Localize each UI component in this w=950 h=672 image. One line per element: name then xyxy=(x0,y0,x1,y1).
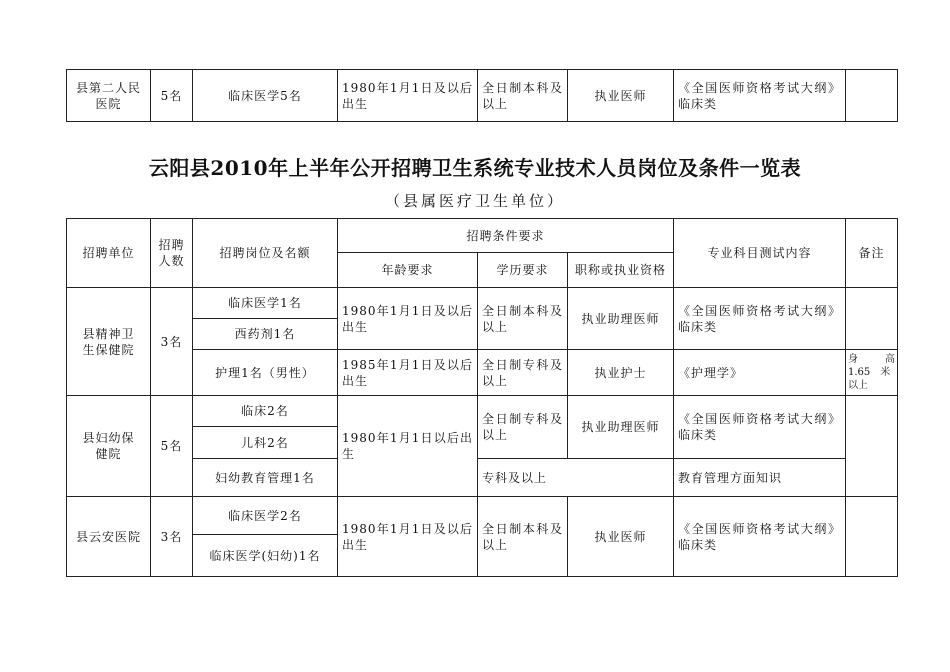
table-row xyxy=(67,497,898,535)
note-text: 以上 xyxy=(848,380,869,391)
count-cell: 5名 xyxy=(151,396,193,497)
header-count: 招聘人数 xyxy=(151,219,193,288)
qualification-cell: 执业护士 xyxy=(568,350,674,396)
table-row xyxy=(67,70,898,122)
education-cell: 全日制专科及以上 xyxy=(478,350,568,396)
position-cell: 西药剂1名 xyxy=(193,319,338,350)
note-cell xyxy=(846,288,898,350)
qualification-cell: 执业助理医师 xyxy=(568,396,674,459)
header-row xyxy=(67,219,898,253)
count-cell: 3名 xyxy=(151,288,193,396)
exam-cell: 《全国医师资格考试大纲》临床类 xyxy=(674,70,846,122)
header-exam: 专业科目测试内容 xyxy=(674,219,846,288)
position-cell: 临床2名 xyxy=(193,396,338,427)
header-education: 学历要求 xyxy=(478,253,568,288)
table-row xyxy=(67,396,898,427)
unit-cell: 县云安医院 xyxy=(67,497,151,577)
header-age: 年龄要求 xyxy=(338,253,478,288)
position-cell: 儿科2名 xyxy=(193,427,338,459)
age-cell: 1980年1月1日及以后出生 xyxy=(338,497,478,577)
count-cell: 5名 xyxy=(151,70,193,122)
position-cell: 临床医学(妇幼)1名 xyxy=(193,535,338,577)
note-text: 高 xyxy=(885,354,896,365)
exam-cell: 《全国医师资格考试大纲》临床类 xyxy=(674,396,846,459)
education-cell: 全日制本科及以上 xyxy=(478,288,568,350)
recruitment-table xyxy=(66,218,898,577)
unit-cell: 县第二人民医院 xyxy=(67,70,151,122)
age-cell: 1980年1月1日以后出生 xyxy=(338,396,478,497)
note-text: 1.65 米 xyxy=(848,367,891,378)
note-cell xyxy=(846,497,898,577)
header-qualification: 职称或执业资格 xyxy=(568,253,674,288)
exam-cell: 《全国医师资格考试大纲》临床类 xyxy=(674,288,846,350)
header-position: 招聘岗位及名额 xyxy=(193,219,338,288)
page-title: 云阳县2010年上半年公开招聘卫生系统专业技术人员岗位及条件一览表 xyxy=(148,156,802,180)
unit-cell: 县妇幼保健院 xyxy=(67,396,151,497)
unit-cell: 县精神卫生保健院 xyxy=(67,288,151,396)
header-unit: 招聘单位 xyxy=(67,219,151,288)
table-row xyxy=(67,288,898,319)
exam-cell: 《护理学》 xyxy=(674,350,846,396)
position-cell: 临床医学2名 xyxy=(193,497,338,535)
header-note: 备注 xyxy=(846,219,898,288)
age-cell: 1985年1月1日及以后出生 xyxy=(338,350,478,396)
exam-cell: 《全国医师资格考试大纲》临床类 xyxy=(674,497,846,577)
position-cell: 护理1名（男性） xyxy=(193,350,338,396)
count-cell: 3名 xyxy=(151,497,193,577)
age-cell: 1980年1月1日及以后出生 xyxy=(338,288,478,350)
note-cell xyxy=(846,396,898,497)
page-subtitle: （县属医疗卫生单位） xyxy=(384,192,565,210)
education-cell: 全日制本科及以上 xyxy=(478,70,568,122)
position-cell: 临床医学5名 xyxy=(193,70,338,122)
qualification-cell: 执业助理医师 xyxy=(568,288,674,350)
note-text: 身 xyxy=(848,354,859,365)
note-cell xyxy=(846,70,898,122)
position-cell: 临床医学1名 xyxy=(193,288,338,319)
qualification-cell: 执业医师 xyxy=(568,497,674,577)
position-cell: 妇幼教育管理1名 xyxy=(193,459,338,497)
previous-page-table xyxy=(66,69,898,122)
exam-cell: 教育管理方面知识 xyxy=(674,459,846,497)
age-cell: 1980年1月1日及以后出生 xyxy=(338,70,478,122)
education-cell: 全日制本科及以上 xyxy=(478,497,568,577)
education-cell: 全日制专科及以上 xyxy=(478,396,568,459)
note-cell xyxy=(846,350,898,396)
header-conditions: 招聘条件要求 xyxy=(338,219,674,253)
qualification-cell: 执业医师 xyxy=(568,70,674,122)
education-cell: 专科及以上 xyxy=(478,459,674,497)
